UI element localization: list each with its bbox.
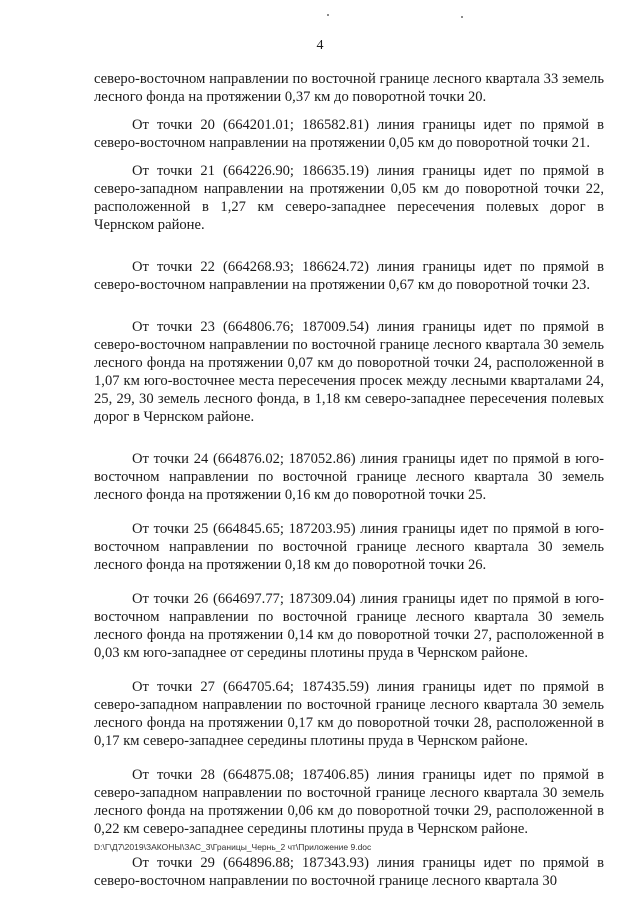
file-path-footer: D:\Г\Д7\2019\ЗАКОНЫ\ЗАС_3\Границы_Чернь_2 чт\Приложение 9.doc xyxy=(94,842,372,852)
paragraph-point-26: От точки 26 (664697.77; 187309.04) линия границы идет по прямой в юго-восточном направлении по восточной границе лесного квартала 30 земель лесного фонда на протяжении 0,14 км до поворотной точки 27, расположенной в 0,03 км юго-западнее от середины плотины пруда в Чернском районе. xyxy=(94,591,604,661)
page-number: 4 xyxy=(316,38,324,53)
scan-speck xyxy=(327,14,329,16)
paragraph-continuation: северо-восточном направлении по восточной границе лесного квартала 33 земель лесного фонда на протяжении 0,37 км до поворотной точки 20. xyxy=(94,71,604,105)
paragraph-point-27: От точки 27 (664705.64; 187435.59) линия границы идет по прямой в северо-западном направлении по восточной границе лесного квартала 30 земель лесного фонда на протяжении 0,17 км до поворотной точки 28, расположенной в 0,17 км северо-западнее середины плотины пруда в Чернском районе. xyxy=(94,679,604,749)
scan-speck xyxy=(461,16,463,18)
paragraph-point-29: От точки 29 (664896.88; 187343.93) линия границы идет по прямой в северо-восточном направлении по восточной границе лесного квартала 30 xyxy=(94,855,604,889)
paragraph-point-23: От точки 23 (664806.76; 187009.54) линия границы идет по прямой в северо-восточном направлении по восточной границе лесного квартала 30 земель лесного фонда на протяжении 0,07 км до поворотной точки 24, расположенной в 1,07 км юго-восточнее места пересечения просек между лесными кварталами 24, 25, 29, 30 земель лесного фонда, в 1,18 км северо-западнее пересечения полевых дорог в Чернском районе. xyxy=(94,319,604,425)
paragraph-point-25: От точки 25 (664845.65; 187203.95) линия границы идет по прямой в юго-восточном направлении по восточной границе лесного квартала 30 земель лесного фонда на протяжении 0,18 км до поворотной точки 26. xyxy=(94,521,604,573)
document-body xyxy=(94,70,604,890)
paragraph-point-28: От точки 28 (664875.08; 187406.85) линия границы идет по прямой в северо-западном направлении по восточной границе лесного квартала 30 земель лесного фонда на протяжении 0,06 км до поворотной точки 29, расположенной в 0,22 км северо-западнее середины плотины пруда в Чернском районе. xyxy=(94,767,604,837)
paragraph-point-21: От точки 21 (664226.90; 186635.19) линия границы идет по прямой в северо-западном направлении на протяжении 0,05 км до поворотной точки 22, расположенной в 1,27 км северо-западнее пересечения полевых дорог в Чернском районе. xyxy=(94,163,604,233)
paragraph-point-20: От точки 20 (664201.01; 186582.81) линия границы идет по прямой в северо-восточном направлении на протяжении 0,05 км до поворотной точки 21. xyxy=(94,117,604,151)
paragraph-point-22: От точки 22 (664268.93; 186624.72) линия границы идет по прямой в северо-восточном направлении на протяжении 0,67 км до поворотной точки 23. xyxy=(94,259,604,293)
paragraph-point-24: От точки 24 (664876.02; 187052.86) линия границы идет по прямой в юго-восточном направлении по восточной границе лесного квартала 30 земель лесного фонда на протяжении 0,16 км до поворотной точки 25. xyxy=(94,451,604,503)
